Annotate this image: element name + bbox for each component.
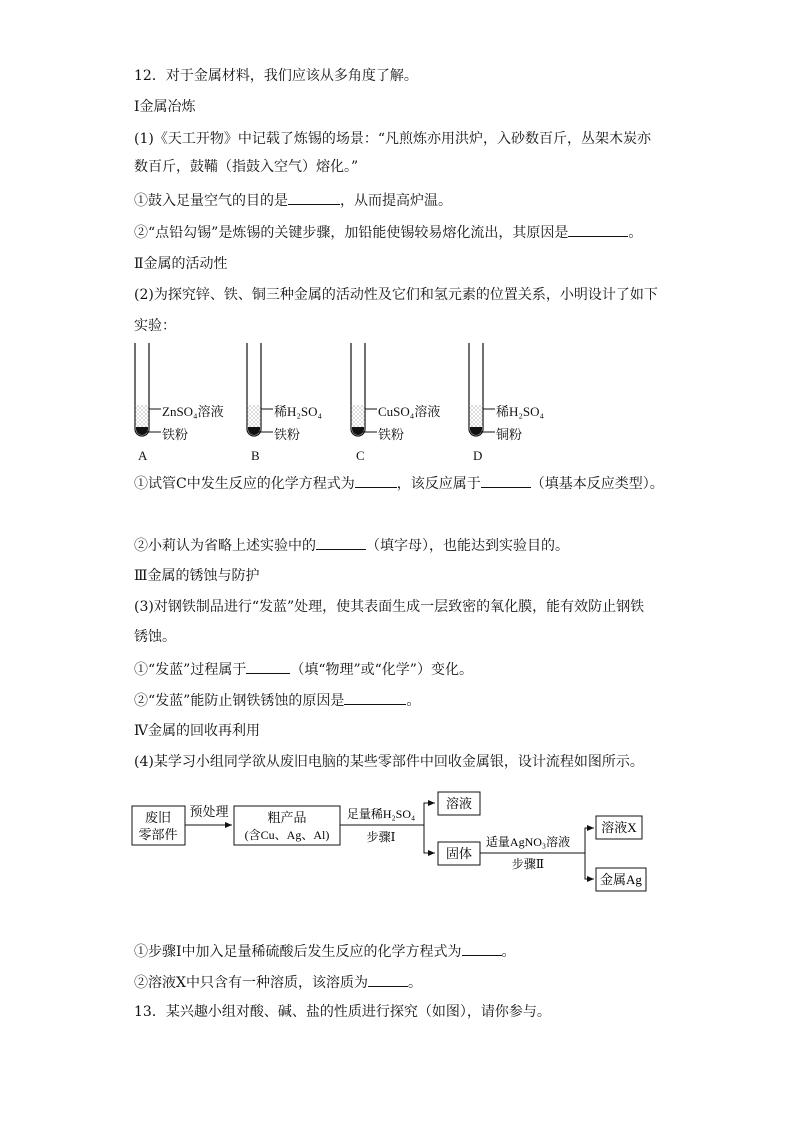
- section-4-title: Ⅳ金属的回收再利用: [134, 723, 260, 739]
- s1-question-1: [134, 190, 452, 211]
- s1-q1-tail: ，从而提高炉温。: [340, 193, 452, 209]
- test-tube-a: [135, 343, 161, 436]
- flow-box2-line1: 粗产品: [267, 810, 307, 825]
- s3-para-line1: (3)对钢铁制品进行“发蓝”处理，使其表面生成一层致密的氧化膜，能有效防止钢铁: [134, 599, 645, 615]
- flow-solid-label: 固体: [445, 846, 473, 861]
- flow-box1-line1: 废旧: [144, 810, 172, 825]
- s3-q2-tail: 。: [406, 693, 421, 709]
- tube-a-solid: 铁粉: [162, 427, 189, 442]
- s4-para: (4)某学习小组同学欲从废旧电脑的某些零部件中回收金属银，设计流程如图所示。: [134, 754, 644, 770]
- tube-a-letter: A: [138, 448, 148, 463]
- s3-question-2: [134, 690, 420, 711]
- flow-pretreat-label: 预处理: [189, 804, 229, 819]
- tube-d-letter: D: [473, 448, 483, 463]
- s3-question-1: [134, 659, 473, 680]
- tube-a-solution: ZnSO₄溶液: [162, 404, 224, 419]
- s4-question-2: [134, 972, 422, 993]
- s1-q1-text: ①鼓入足量空气的目的是: [134, 193, 288, 209]
- s2-q1-text: ①试管C中发生反应的化学方程式为: [134, 476, 355, 492]
- s3-q2-text: ②“发蓝”能防止钢铁锈蚀的原因是: [134, 693, 345, 709]
- s2-q2-tail: （填字母），也能达到实验目的。: [366, 538, 569, 554]
- tube-c-letter: C: [356, 448, 365, 463]
- section-1-title: Ⅰ金属冶炼: [134, 99, 196, 115]
- recovery-flow-chart: [128, 785, 658, 900]
- tube-c-solution: CuSO₄溶液: [378, 404, 441, 419]
- answer-blank[interactable]: [568, 222, 628, 237]
- s1-para-line2: 数百斤，鼓鞴（指鼓入空气）熔化。”: [134, 159, 359, 175]
- answer-blank[interactable]: [462, 941, 502, 956]
- tube-b-letter: B: [251, 448, 260, 463]
- tube-d-solid: 铜粉: [496, 427, 523, 442]
- s4-question-1: [134, 941, 516, 962]
- answer-blank[interactable]: [316, 535, 366, 550]
- s2-para-line1: (2)为探究锌、铁、铜三种金属的活动性及它们和氢元素的位置关系，小明设计了如下: [134, 287, 658, 303]
- flow-step1-name: 步骤Ⅰ: [366, 830, 396, 844]
- flow-step2-reagent: 适量AgNO₃溶液: [485, 835, 571, 849]
- tube-d-solution: 稀H₂SO₄: [496, 404, 545, 419]
- s1-q2-tail: 。: [628, 225, 643, 241]
- section-3-title: Ⅲ金属的锈蚀与防护: [134, 568, 260, 584]
- flow-box2-line2: (含Cu、Ag、Al): [244, 828, 330, 842]
- flow-solution-x-label: 溶液X: [601, 820, 637, 835]
- s3-q1-tail: （填“物理”或“化学”）变化。: [290, 662, 473, 678]
- test-tube-c: [351, 343, 377, 436]
- flow-step2-name: 步骤Ⅱ: [511, 857, 545, 871]
- s2-para-line2: 实验：: [134, 318, 176, 334]
- tube-b-solid: 铁粉: [274, 427, 301, 442]
- q12-intro: 12．对于金属材料，我们应该从多角度了解。: [134, 68, 418, 84]
- flow-solution-label: 溶液: [445, 796, 473, 811]
- answer-blank[interactable]: [344, 690, 406, 705]
- s2-q1-mid: ，该反应属于: [396, 476, 481, 492]
- s2-q2-text: ②小莉认为省略上述实验中的: [134, 538, 316, 554]
- tube-c-solid: 铁粉: [378, 427, 405, 442]
- flow-step1-reagent: 足量稀H₂SO₄: [346, 807, 416, 821]
- s4-q1-text: ①步骤Ⅰ中加入足量稀硫酸后发生反应的化学方程式为: [134, 944, 462, 960]
- test-tube-b: [247, 343, 273, 436]
- s4-q2-text: ②溶液X中只含有一种溶质，该溶质为: [134, 975, 368, 991]
- answer-blank[interactable]: [288, 190, 340, 205]
- tube-b-solution: 稀H₂SO₄: [274, 404, 323, 419]
- s2-question-1: [134, 473, 664, 494]
- q13-intro: 13．某兴趣小组对酸、碱、盐的性质进行探究（如图），请你参与。: [134, 1004, 551, 1020]
- s3-para-line2: 锈蚀。: [134, 629, 176, 645]
- test-tube-d: [469, 343, 495, 436]
- s4-q1-tail: 。: [501, 944, 516, 960]
- flow-box1-line2: 零部件: [138, 827, 178, 842]
- answer-blank[interactable]: [481, 473, 531, 488]
- flow-metal-ag-label: 金属Ag: [600, 872, 642, 887]
- answer-blank[interactable]: [368, 972, 408, 987]
- s2-question-2: [134, 535, 569, 556]
- s1-para-line1: (1)《天工开物》中记载了炼锡的场景：“凡煎炼亦用洪炉，入砂数百斤，丛架木炭亦: [134, 131, 651, 147]
- section-2-title: Ⅱ金属的活动性: [134, 256, 228, 272]
- s4-q2-tail: 。: [407, 975, 422, 991]
- s1-q2-text: ②“点铅勾锡”是炼锡的关键步骤，加铅能使锡较易熔化流出，其原因是: [134, 225, 569, 241]
- answer-blank[interactable]: [246, 659, 290, 674]
- answer-blank[interactable]: [355, 473, 397, 488]
- s1-question-2: [134, 222, 642, 243]
- s2-q1-tail: （填基本反应类型）。: [530, 476, 664, 492]
- s3-q1-text: ①“发蓝”过程属于: [134, 662, 247, 678]
